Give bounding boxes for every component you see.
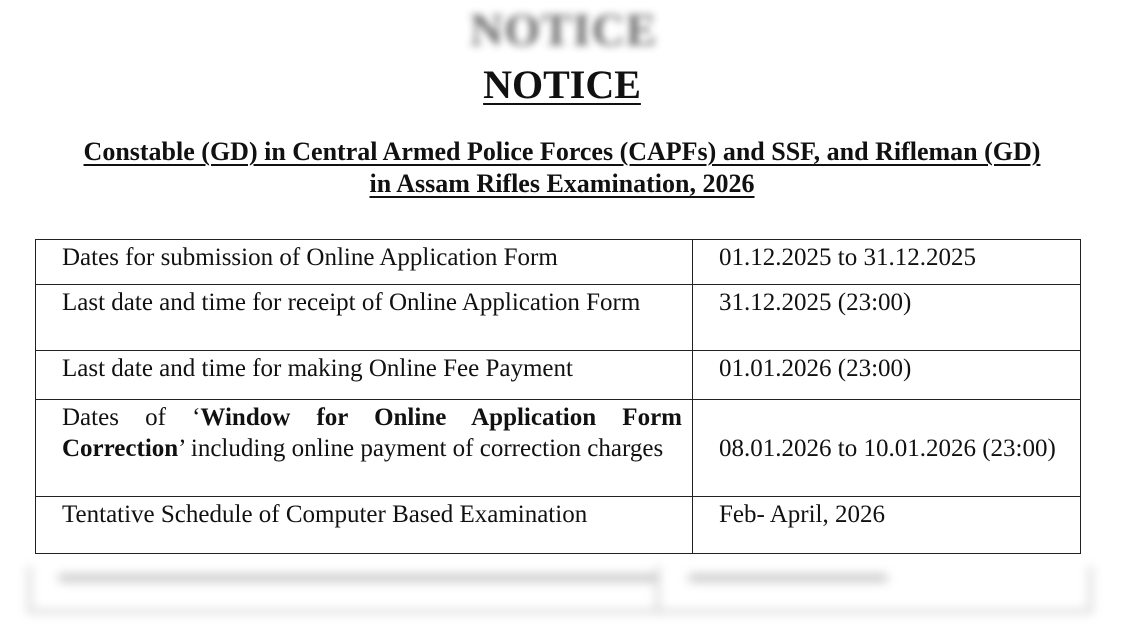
subtitle-line-1 [0, 136, 1124, 168]
schedule-value: 08.01.2026 to 10.01.2026 (23:00) [693, 400, 1081, 497]
label-suffix: ’ including online payment of correction charges [178, 435, 664, 462]
schedule-label: Last date and time for making Online Fee Payment [36, 351, 693, 400]
blurred-text-right [688, 574, 888, 582]
subtitle-line-2-text: in Assam Rifles Examination, 2026 [369, 169, 755, 198]
exam-subtitle [0, 136, 1124, 200]
schedule-label: Dates for submission of Online Application Form [36, 240, 693, 285]
subtitle-line-2 [0, 168, 1124, 200]
schedule-value: 01.01.2026 (23:00) [693, 351, 1081, 400]
notice-title [0, 62, 1124, 108]
blurred-text-left [58, 574, 658, 582]
table-row [36, 240, 1081, 285]
schedule-value: 31.12.2025 (23:00) [693, 285, 1081, 351]
label-bold: Window for Online Application Form Correction [62, 404, 683, 462]
blurred-heading: NOTICE [470, 4, 658, 55]
notice-title-text: NOTICE [483, 62, 641, 107]
schedule-value: Feb- April, 2026 [693, 497, 1081, 554]
table-row [36, 285, 1081, 351]
blurred-row-divider [656, 566, 659, 610]
subtitle-line-1-text: Constable (GD) in Central Armed Police Forces (CAPFs) and SSF, and Rifleman (GD) [83, 137, 1041, 166]
table-row [36, 351, 1081, 400]
schedule-value: 01.12.2025 to 31.12.2025 [693, 240, 1081, 285]
schedule-label: Tentative Schedule of Computer Based Examination [36, 497, 693, 554]
label-prefix: Dates of ‘ [62, 404, 201, 431]
schedule-table [35, 239, 1081, 554]
table-row [36, 400, 1081, 497]
schedule-label [36, 400, 693, 497]
schedule-label: Last date and time for receipt of Online Application Form [36, 285, 693, 351]
blurred-next-row [28, 566, 1088, 612]
table-row [36, 497, 1081, 554]
